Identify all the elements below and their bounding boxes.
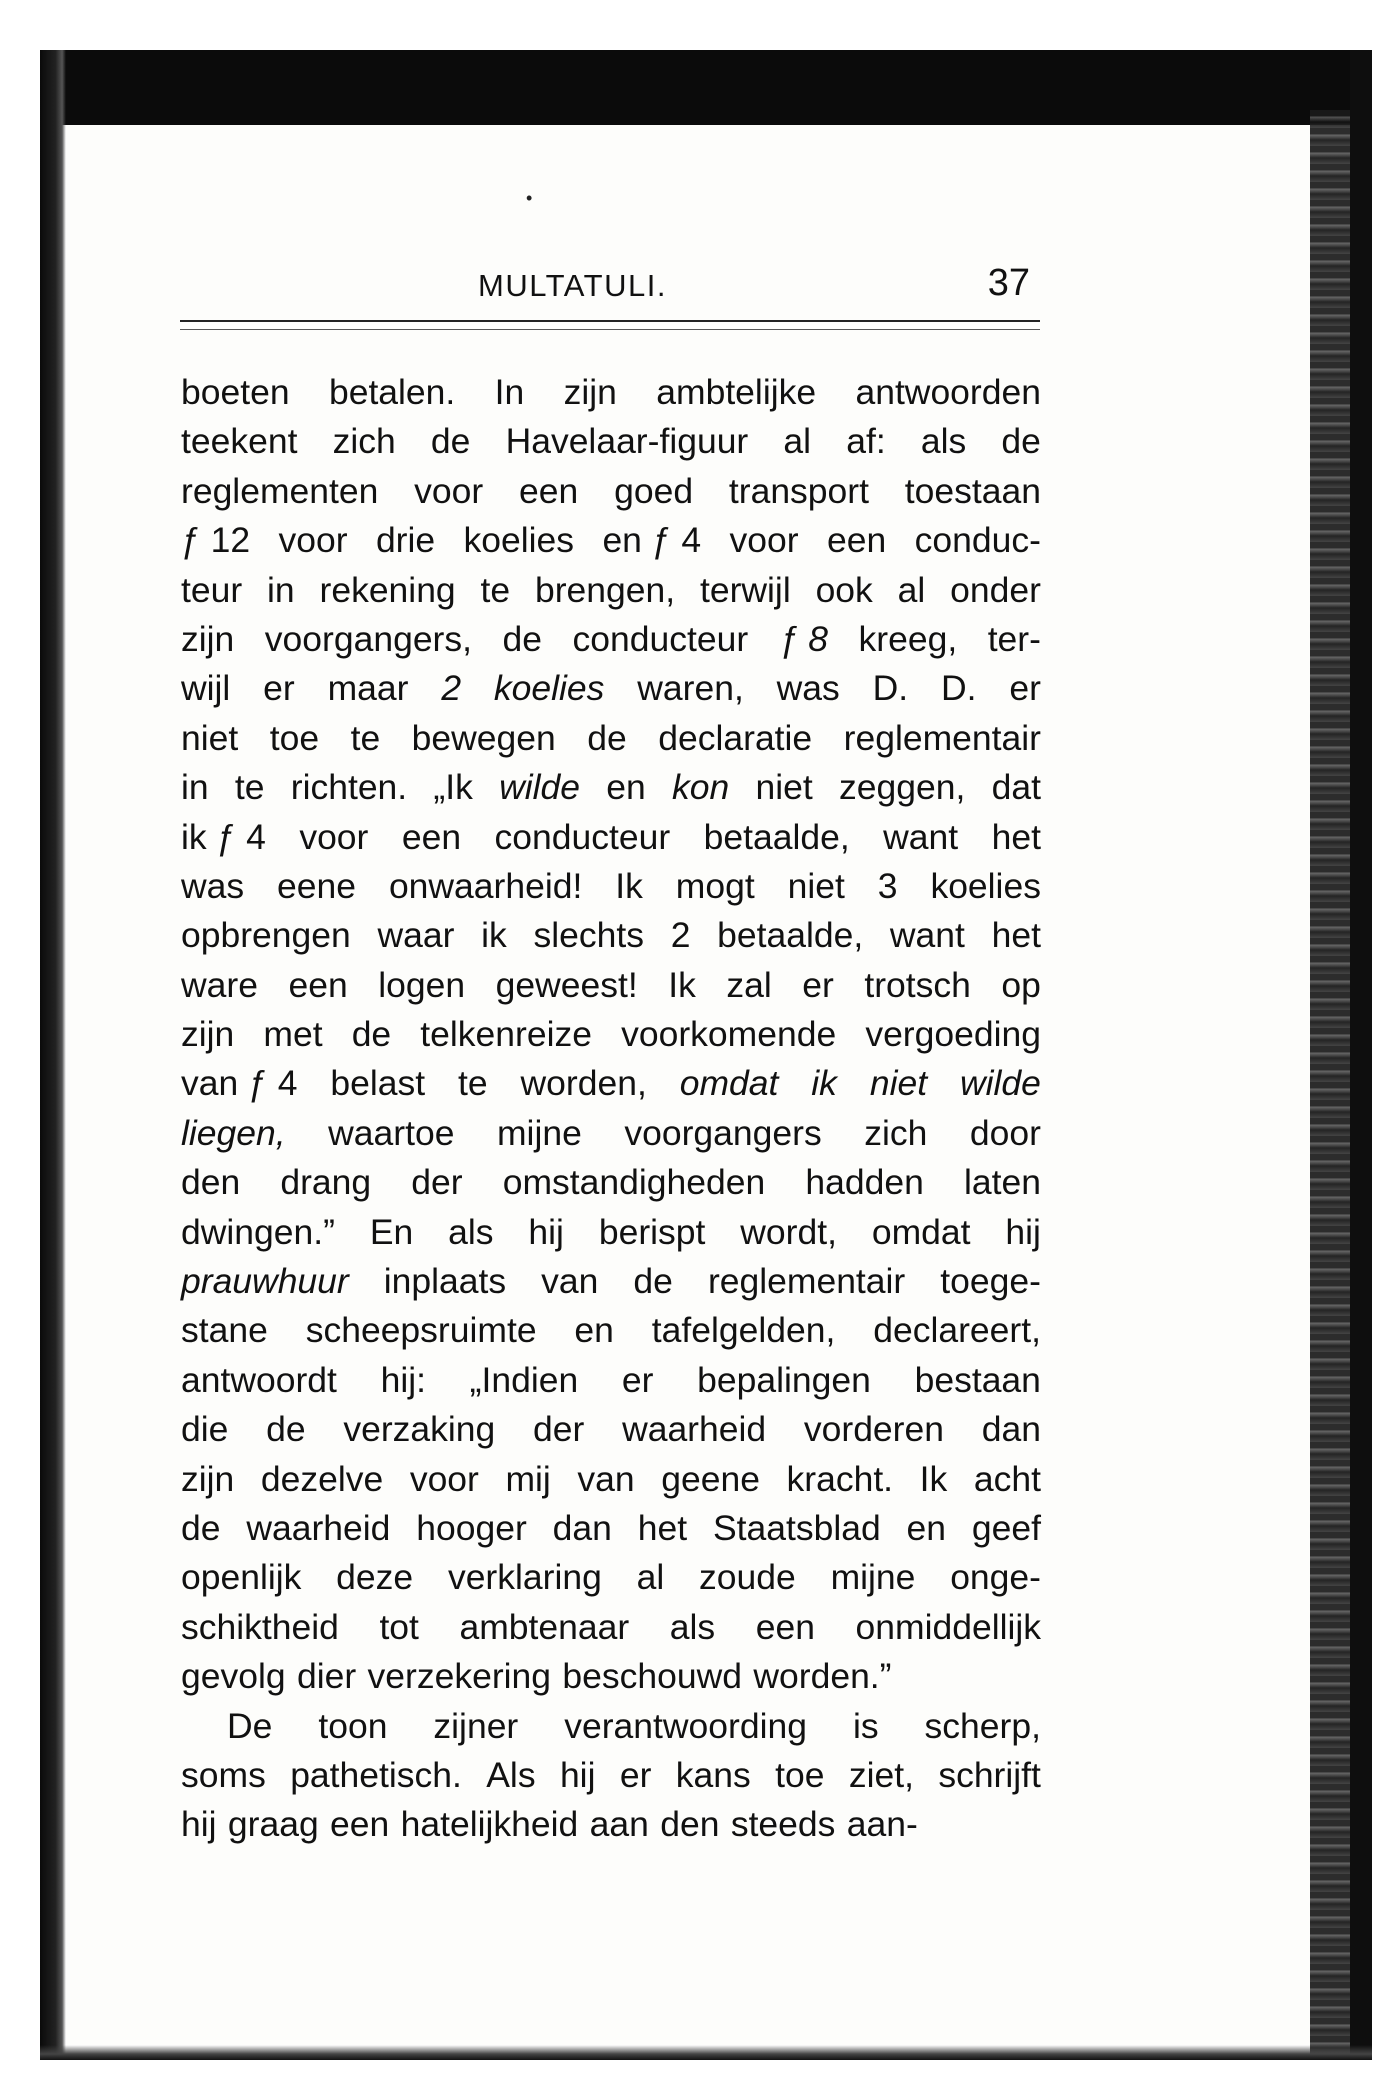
word: boeten — [181, 372, 290, 412]
text-line — [181, 615, 1041, 664]
word: kans — [675, 1754, 751, 1795]
word: geene — [661, 1458, 760, 1499]
word: de — [587, 717, 627, 758]
word: verantwoording — [564, 1705, 807, 1746]
word: te — [234, 767, 265, 808]
word: zijner — [433, 1705, 519, 1746]
header-rule — [180, 320, 1040, 322]
text-line — [181, 961, 1041, 1010]
text-line — [181, 1109, 1041, 1158]
word: er — [619, 1754, 652, 1795]
word: aan — [589, 1804, 649, 1845]
word: der — [411, 1162, 463, 1203]
word: openlijk — [181, 1557, 302, 1598]
word: brengen, — [534, 569, 676, 610]
word: acht — [973, 1458, 1041, 1499]
word: zoude — [699, 1557, 796, 1598]
word: transport — [728, 470, 869, 511]
word: Ik — [615, 865, 643, 906]
word: van — [577, 1458, 635, 1499]
word: prauwhuur — [181, 1261, 349, 1302]
word: tafelgelden, — [651, 1310, 836, 1351]
text-line — [181, 566, 1041, 615]
text-line — [181, 763, 1041, 812]
word: conducteur — [494, 816, 671, 857]
text-line — [181, 1603, 1041, 1652]
word: Als — [486, 1754, 536, 1795]
word: het — [991, 915, 1041, 956]
word: 2 — [441, 668, 462, 709]
word: verzekering — [367, 1656, 552, 1697]
body-text — [181, 368, 1041, 1850]
word: al — [897, 569, 926, 610]
word: De — [227, 1705, 273, 1746]
word: was — [776, 668, 840, 709]
word: „Ik — [433, 767, 473, 808]
word: wijl — [181, 668, 231, 709]
word: de — [351, 1014, 392, 1055]
word: „Indien — [469, 1359, 579, 1400]
word: laten — [963, 1162, 1041, 1203]
word: ƒ 12 — [181, 520, 251, 561]
word: goed — [614, 470, 694, 511]
word: zijn — [181, 1014, 235, 1055]
word: vergoeding — [865, 1014, 1041, 1055]
word: niet — [869, 1063, 928, 1104]
word: de — [266, 1409, 306, 1450]
word: conducteur — [572, 618, 749, 659]
word: omstandigheden — [502, 1162, 766, 1203]
word: der — [533, 1409, 585, 1450]
word: betaalde, — [703, 816, 850, 857]
word: hooger — [416, 1507, 527, 1548]
header-rule-thin — [180, 329, 1040, 330]
text-line — [181, 1059, 1041, 1108]
word: betalen. — [328, 372, 456, 412]
word: worden.” — [753, 1656, 892, 1697]
word: voorkomende — [621, 1014, 837, 1055]
word: reglementen — [181, 470, 379, 511]
text-line — [181, 1257, 1041, 1306]
word: op — [1001, 964, 1041, 1005]
word: toon — [318, 1705, 388, 1746]
word: eene — [277, 865, 357, 906]
word: zeggen, — [839, 767, 966, 808]
word: en — [906, 1507, 947, 1548]
word: voor — [299, 816, 369, 857]
text-line — [181, 911, 1041, 960]
text-line — [181, 1158, 1041, 1207]
scan-border-left — [40, 50, 66, 2060]
ornament-mark: • — [526, 188, 533, 208]
word: reglementair — [707, 1261, 906, 1302]
word: logen — [378, 964, 466, 1005]
word: D. — [872, 668, 909, 709]
word: dwingen.” — [181, 1211, 335, 1252]
word: dier — [296, 1656, 357, 1697]
text-line — [181, 368, 1041, 417]
word: waar — [377, 915, 455, 956]
word: zich — [864, 1112, 928, 1153]
word: slechts — [533, 915, 644, 956]
word: hij — [181, 1804, 217, 1845]
word: En — [369, 1211, 414, 1252]
word: voorgangers, — [264, 618, 472, 659]
word: voorgangers — [624, 1112, 822, 1153]
word: een — [826, 520, 887, 561]
word: dan — [552, 1507, 612, 1548]
word: D. — [941, 668, 977, 709]
word: declareert, — [873, 1310, 1041, 1351]
word: gevolg — [181, 1656, 286, 1697]
word: beschouwd — [562, 1656, 743, 1697]
text-line — [181, 1455, 1041, 1504]
word: antwoorden — [855, 372, 1041, 412]
word: Havelaar-figuur — [505, 421, 749, 462]
word: al — [636, 1557, 665, 1598]
word: er — [1009, 668, 1041, 709]
word: ik — [811, 1063, 837, 1104]
word: telkenreize — [420, 1014, 592, 1055]
word: teekent — [181, 421, 298, 462]
text-line — [181, 1553, 1041, 1602]
word: koelies — [463, 520, 575, 561]
word: af: — [846, 421, 886, 462]
word: zal — [726, 964, 772, 1005]
word: In — [494, 372, 525, 412]
word: voor — [414, 470, 484, 511]
word: als — [920, 421, 967, 462]
word: voor — [729, 520, 799, 561]
text-line — [181, 417, 1041, 466]
word: de — [633, 1261, 673, 1302]
text-line — [181, 862, 1041, 911]
word: steeds — [730, 1804, 836, 1845]
word: kon — [672, 767, 730, 808]
word: mijne — [496, 1112, 582, 1153]
word: toe — [269, 717, 320, 758]
word: het — [637, 1507, 688, 1548]
text-line — [181, 813, 1041, 862]
word: ware — [181, 964, 258, 1005]
word: soms — [181, 1754, 266, 1795]
word: teur — [181, 569, 243, 610]
word: en ƒ 4 — [602, 520, 702, 561]
word: terwijl — [699, 569, 791, 610]
word: kreeg, — [858, 618, 958, 659]
word: voor — [409, 1458, 479, 1499]
word: graag — [227, 1804, 319, 1845]
word: koelies — [930, 865, 1041, 906]
word: zijn — [181, 618, 235, 659]
word: zich — [332, 421, 396, 462]
word: vorderen — [803, 1409, 944, 1450]
word: betaalde, — [717, 915, 864, 956]
word: in — [181, 767, 209, 808]
word: van — [541, 1261, 599, 1302]
word: te — [480, 569, 511, 610]
word: mij — [505, 1458, 551, 1499]
text-line — [181, 1751, 1041, 1800]
scan-border-top — [40, 50, 1372, 125]
word: ter- — [987, 618, 1041, 659]
text-line — [181, 467, 1041, 516]
word: koelies — [493, 668, 605, 709]
word: ik ƒ 4 — [181, 816, 266, 857]
word: omdat — [679, 1063, 779, 1104]
word: worden, — [520, 1063, 647, 1104]
word: is — [852, 1705, 879, 1746]
word: niet — [787, 865, 845, 906]
word: conduc- — [914, 520, 1041, 561]
word: onwaarheid! — [388, 865, 583, 906]
word: want — [883, 816, 959, 857]
text-line — [181, 1356, 1041, 1405]
word: geweest! — [495, 964, 638, 1005]
scan-border-right — [1350, 50, 1372, 2060]
word: antwoordt — [181, 1359, 337, 1400]
word: wilde — [960, 1063, 1041, 1104]
text-line — [181, 664, 1041, 713]
word: toe — [775, 1754, 825, 1795]
text-line — [181, 714, 1041, 763]
word: bepalingen — [697, 1359, 871, 1400]
word: richten. — [290, 767, 408, 808]
page-header — [180, 262, 1040, 312]
word: van ƒ 4 — [181, 1063, 298, 1104]
word: er — [263, 668, 295, 709]
word: te — [350, 717, 381, 758]
word: drang — [280, 1162, 372, 1203]
word: er — [621, 1359, 654, 1400]
word: ik — [481, 915, 507, 956]
text-line — [181, 1652, 1041, 1701]
text-line — [181, 1208, 1041, 1257]
word: hadden — [805, 1162, 924, 1203]
word: die — [181, 1409, 229, 1450]
word: een — [755, 1606, 815, 1647]
word: toege- — [940, 1261, 1041, 1302]
word: dezelve — [260, 1458, 384, 1499]
text-line — [181, 1702, 1041, 1751]
word: want — [889, 915, 965, 956]
text-line — [181, 1504, 1041, 1553]
word: declaratie — [658, 717, 813, 758]
text-line — [181, 1306, 1041, 1355]
word: mogt — [675, 865, 755, 906]
word: zijn — [181, 1458, 235, 1499]
word: 2 — [670, 915, 691, 956]
word: ambtenaar — [459, 1606, 630, 1647]
word: reglementair — [843, 717, 1041, 758]
word: aan- — [846, 1804, 918, 1845]
word: hij — [559, 1754, 596, 1795]
word: al — [783, 421, 812, 462]
word: en — [606, 767, 646, 808]
word: inplaats — [383, 1261, 507, 1302]
word: niet — [755, 767, 813, 808]
book-fore-edge — [1310, 110, 1350, 2060]
word: Ik — [919, 1458, 948, 1499]
word: een — [401, 816, 462, 857]
text-line — [181, 1010, 1041, 1059]
word: schrijft — [938, 1754, 1041, 1795]
word: de — [1001, 421, 1041, 462]
scan-border-bottom — [40, 2045, 1372, 2060]
word: waren, — [637, 668, 744, 709]
page-number: 37 — [987, 262, 1030, 304]
word: hij — [1005, 1211, 1041, 1252]
word: wilde — [499, 767, 581, 808]
word: hij: — [380, 1359, 426, 1400]
word: de — [181, 1507, 221, 1548]
word: deze — [336, 1557, 414, 1598]
running-head: MULTATULI. — [478, 268, 667, 303]
word: Staatsblad — [712, 1507, 881, 1548]
word: de — [502, 618, 542, 659]
word: hij — [528, 1211, 564, 1252]
word: onge- — [950, 1557, 1041, 1598]
word: bestaan — [914, 1359, 1041, 1400]
word: dat — [991, 767, 1041, 808]
word: 3 — [877, 865, 898, 906]
word: mijne — [830, 1557, 916, 1598]
word: door — [969, 1112, 1041, 1153]
word: maar — [327, 668, 409, 709]
text-line — [181, 1405, 1041, 1454]
word: de — [430, 421, 471, 462]
word: geef — [971, 1507, 1041, 1548]
word: onmiddellijk — [855, 1606, 1041, 1647]
word: als — [448, 1211, 494, 1252]
word: den — [181, 1162, 241, 1203]
word: rekening — [319, 569, 456, 610]
word: ƒ 8 — [778, 618, 829, 659]
word: waarheid — [246, 1507, 391, 1548]
word: was — [181, 865, 245, 906]
word: belast — [330, 1063, 426, 1104]
word: opbrengen — [181, 915, 351, 956]
text-line — [181, 516, 1041, 565]
word: niet — [181, 717, 239, 758]
word: een — [519, 470, 579, 511]
word: tot — [379, 1606, 419, 1647]
word: pathetisch. — [290, 1754, 462, 1795]
word: ook — [815, 569, 873, 610]
word: toestaan — [904, 470, 1041, 511]
word: hatelijkheid — [400, 1804, 579, 1845]
word: en — [574, 1310, 614, 1351]
word: verklaring — [447, 1557, 602, 1598]
word: schiktheid — [181, 1606, 339, 1647]
word: scherp, — [924, 1705, 1041, 1746]
word: onder — [950, 569, 1041, 610]
word: een — [288, 964, 348, 1005]
word: het — [991, 816, 1041, 857]
word: trotsch — [864, 964, 971, 1005]
word: ambtelijke — [656, 372, 817, 412]
word: als — [669, 1606, 716, 1647]
text-line — [181, 1800, 1041, 1849]
word: voor — [278, 520, 348, 561]
word: met — [263, 1014, 323, 1055]
word: waarheid — [622, 1409, 767, 1450]
word: zijn — [563, 372, 617, 412]
word: een — [330, 1804, 390, 1845]
word: verzaking — [343, 1409, 496, 1450]
word: in — [267, 569, 295, 610]
word: stane — [181, 1310, 268, 1351]
word: dan — [981, 1409, 1041, 1450]
word: omdat — [871, 1211, 971, 1252]
word: te — [458, 1063, 488, 1104]
word: waartoe — [328, 1112, 455, 1153]
word: den — [660, 1804, 720, 1845]
word: liegen, — [181, 1112, 286, 1153]
word: berispt — [598, 1211, 706, 1252]
word: kracht. — [786, 1458, 894, 1499]
word: ziet, — [848, 1754, 914, 1795]
word: wordt, — [740, 1211, 837, 1252]
word: er — [802, 964, 834, 1005]
word: scheepsruimte — [305, 1310, 537, 1351]
word: bewegen — [411, 717, 556, 758]
word: drie — [375, 520, 436, 561]
word: Ik — [668, 964, 696, 1005]
